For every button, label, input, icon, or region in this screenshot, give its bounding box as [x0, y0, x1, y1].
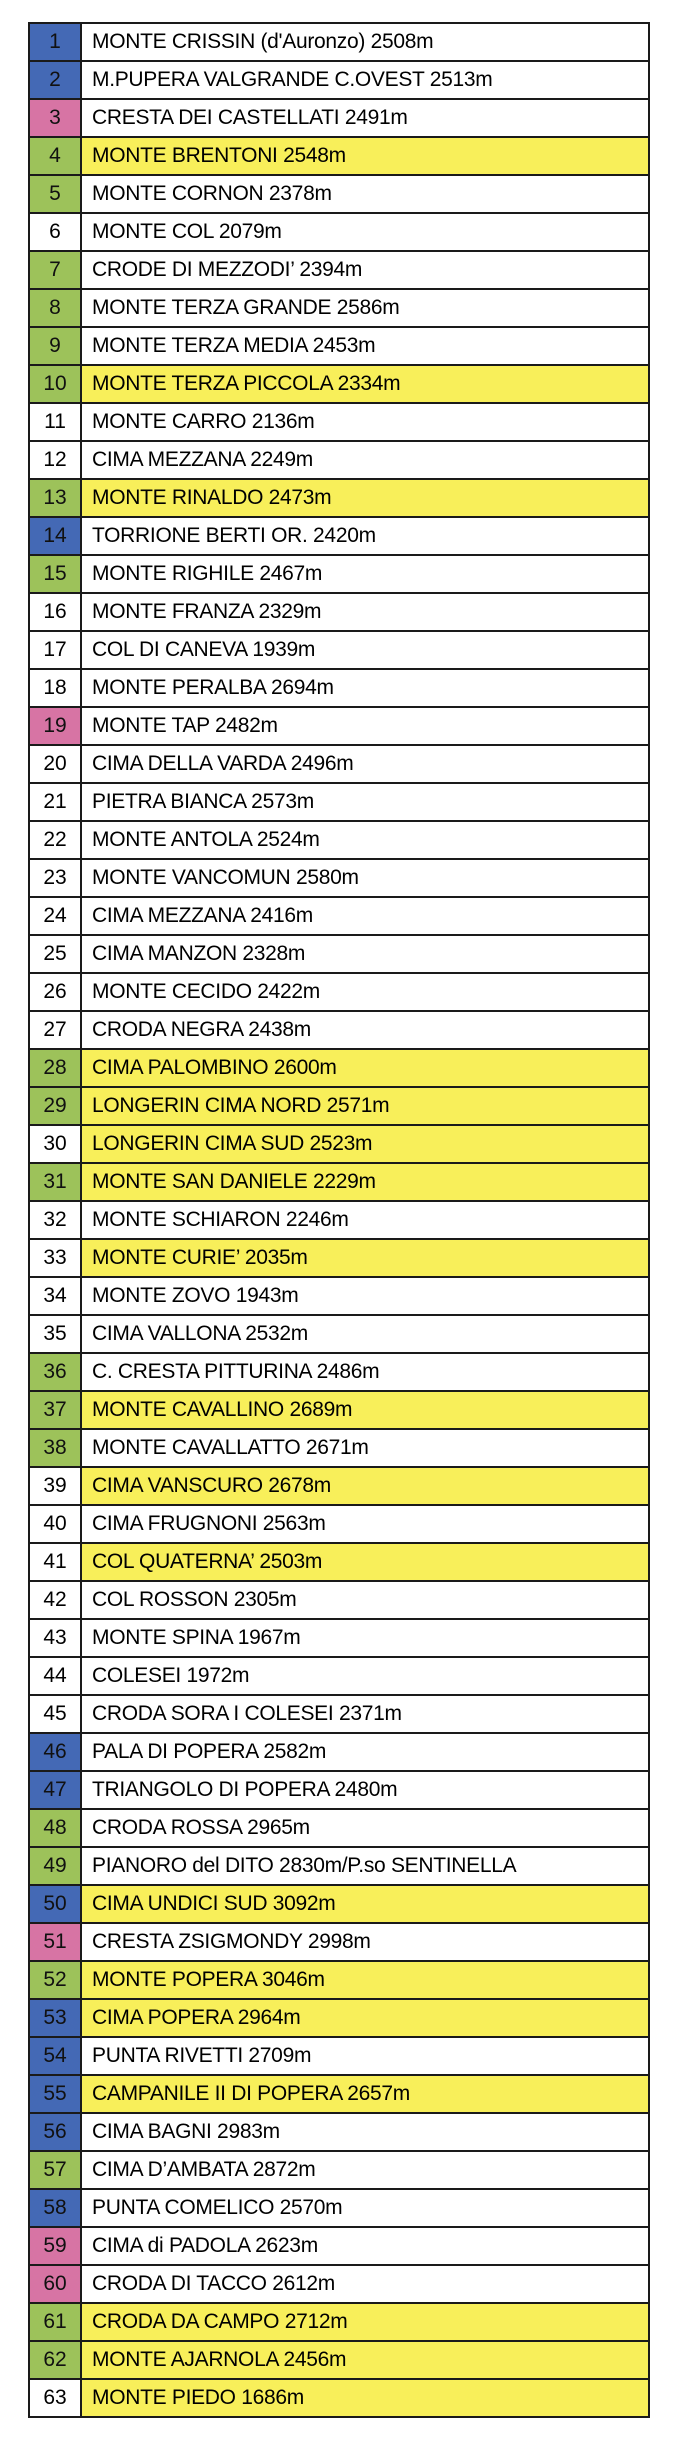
peak-name-cell: CIMA MANZON 2328m — [81, 935, 649, 973]
table-row — [29, 441, 649, 479]
table-row — [29, 1999, 649, 2037]
peaks-table-body — [29, 23, 649, 2417]
table-row — [29, 1733, 649, 1771]
table-row — [29, 1011, 649, 1049]
peak-name-cell: COL QUATERNA’ 2503m — [81, 1543, 649, 1581]
peak-name-cell: MONTE CAVALLINO 2689m — [81, 1391, 649, 1429]
table-row — [29, 1657, 649, 1695]
peak-name-cell: MONTE PIEDO 1686m — [81, 2379, 649, 2417]
peak-name-cell: CIMA VALLONA 2532m — [81, 1315, 649, 1353]
row-number-cell: 6 — [29, 213, 81, 251]
table-row — [29, 1961, 649, 1999]
peak-name-cell: MONTE TERZA GRANDE 2586m — [81, 289, 649, 327]
peak-name-cell: MONTE ZOVO 1943m — [81, 1277, 649, 1315]
row-number-cell: 48 — [29, 1809, 81, 1847]
row-number-cell: 8 — [29, 289, 81, 327]
table-row — [29, 479, 649, 517]
peak-name-cell: CAMPANILE II DI POPERA 2657m — [81, 2075, 649, 2113]
row-number-cell: 35 — [29, 1315, 81, 1353]
row-number-cell: 57 — [29, 2151, 81, 2189]
table-row — [29, 1467, 649, 1505]
peak-name-cell: MONTE CARRO 2136m — [81, 403, 649, 441]
peak-name-cell: MONTE RINALDO 2473m — [81, 479, 649, 517]
peak-name-cell: CIMA PALOMBINO 2600m — [81, 1049, 649, 1087]
table-row — [29, 2037, 649, 2075]
peak-name-cell: TORRIONE BERTI OR. 2420m — [81, 517, 649, 555]
row-number-cell: 53 — [29, 1999, 81, 2037]
row-number-cell: 62 — [29, 2341, 81, 2379]
row-number-cell: 12 — [29, 441, 81, 479]
peak-name-cell: PIANORO del DITO 2830m/P.so SENTINELLA — [81, 1847, 649, 1885]
row-number-cell: 25 — [29, 935, 81, 973]
table-row — [29, 1581, 649, 1619]
peak-name-cell: C. CRESTA PITTURINA 2486m — [81, 1353, 649, 1391]
table-row — [29, 1619, 649, 1657]
row-number-cell: 41 — [29, 1543, 81, 1581]
row-number-cell: 1 — [29, 23, 81, 61]
peak-name-cell: MONTE RIGHILE 2467m — [81, 555, 649, 593]
peak-name-cell: CIMA D’AMBATA 2872m — [81, 2151, 649, 2189]
table-row — [29, 935, 649, 973]
table-row — [29, 175, 649, 213]
row-number-cell: 31 — [29, 1163, 81, 1201]
peak-name-cell: M.PUPERA VALGRANDE C.OVEST 2513m — [81, 61, 649, 99]
row-number-cell: 59 — [29, 2227, 81, 2265]
row-number-cell: 20 — [29, 745, 81, 783]
table-row — [29, 783, 649, 821]
table-row — [29, 2379, 649, 2417]
table-row — [29, 99, 649, 137]
peak-name-cell: CIMA POPERA 2964m — [81, 1999, 649, 2037]
table-row — [29, 23, 649, 61]
peak-name-cell: CRODA DA CAMPO 2712m — [81, 2303, 649, 2341]
table-row — [29, 327, 649, 365]
row-number-cell: 19 — [29, 707, 81, 745]
row-number-cell: 24 — [29, 897, 81, 935]
table-row — [29, 821, 649, 859]
row-number-cell: 5 — [29, 175, 81, 213]
table-row — [29, 1923, 649, 1961]
row-number-cell: 46 — [29, 1733, 81, 1771]
table-row — [29, 1163, 649, 1201]
peak-name-cell: MONTE TERZA PICCOLA 2334m — [81, 365, 649, 403]
table-row — [29, 2075, 649, 2113]
row-number-cell: 61 — [29, 2303, 81, 2341]
table-row — [29, 707, 649, 745]
table-row — [29, 859, 649, 897]
peak-name-cell: CIMA UNDICI SUD 3092m — [81, 1885, 649, 1923]
table-row — [29, 403, 649, 441]
row-number-cell: 37 — [29, 1391, 81, 1429]
table-row — [29, 137, 649, 175]
peak-name-cell: COL DI CANEVA 1939m — [81, 631, 649, 669]
table-row — [29, 745, 649, 783]
table-row — [29, 1087, 649, 1125]
peak-name-cell: PALA DI POPERA 2582m — [81, 1733, 649, 1771]
row-number-cell: 9 — [29, 327, 81, 365]
row-number-cell: 39 — [29, 1467, 81, 1505]
peak-name-cell: MONTE TAP 2482m — [81, 707, 649, 745]
table-row — [29, 1391, 649, 1429]
peak-name-cell: MONTE FRANZA 2329m — [81, 593, 649, 631]
table-row — [29, 61, 649, 99]
table-row — [29, 1809, 649, 1847]
row-number-cell: 7 — [29, 251, 81, 289]
row-number-cell: 13 — [29, 479, 81, 517]
row-number-cell: 4 — [29, 137, 81, 175]
peak-name-cell: CRODA ROSSA 2965m — [81, 1809, 649, 1847]
table-row — [29, 1505, 649, 1543]
peak-name-cell: MONTE CECIDO 2422m — [81, 973, 649, 1011]
peak-name-cell: CIMA FRUGNONI 2563m — [81, 1505, 649, 1543]
peak-name-cell: MONTE CORNON 2378m — [81, 175, 649, 213]
table-row — [29, 365, 649, 403]
table-row — [29, 289, 649, 327]
table-row — [29, 973, 649, 1011]
peak-name-cell: MONTE CAVALLATTO 2671m — [81, 1429, 649, 1467]
row-number-cell: 18 — [29, 669, 81, 707]
peak-name-cell: LONGERIN CIMA SUD 2523m — [81, 1125, 649, 1163]
table-row — [29, 1239, 649, 1277]
row-number-cell: 36 — [29, 1353, 81, 1391]
peak-name-cell: CIMA MEZZANA 2249m — [81, 441, 649, 479]
table-row — [29, 2341, 649, 2379]
table-row — [29, 1695, 649, 1733]
peaks-table — [28, 22, 650, 2418]
peak-name-cell: MONTE AJARNOLA 2456m — [81, 2341, 649, 2379]
peak-name-cell: CIMA VANSCURO 2678m — [81, 1467, 649, 1505]
peak-name-cell: MONTE ANTOLA 2524m — [81, 821, 649, 859]
peak-name-cell: CIMA DELLA VARDA 2496m — [81, 745, 649, 783]
row-number-cell: 30 — [29, 1125, 81, 1163]
row-number-cell: 10 — [29, 365, 81, 403]
table-row — [29, 2113, 649, 2151]
table-row — [29, 669, 649, 707]
row-number-cell: 54 — [29, 2037, 81, 2075]
row-number-cell: 26 — [29, 973, 81, 1011]
peak-name-cell: CRODA NEGRA 2438m — [81, 1011, 649, 1049]
row-number-cell: 47 — [29, 1771, 81, 1809]
row-number-cell: 29 — [29, 1087, 81, 1125]
peak-name-cell: PUNTA RIVETTI 2709m — [81, 2037, 649, 2075]
table-row — [29, 251, 649, 289]
table-row — [29, 517, 649, 555]
peak-name-cell: MONTE CRISSIN (d'Auronzo) 2508m — [81, 23, 649, 61]
row-number-cell: 22 — [29, 821, 81, 859]
row-number-cell: 45 — [29, 1695, 81, 1733]
row-number-cell: 52 — [29, 1961, 81, 1999]
table-row — [29, 2265, 649, 2303]
row-number-cell: 2 — [29, 61, 81, 99]
table-row — [29, 1277, 649, 1315]
row-number-cell: 55 — [29, 2075, 81, 2113]
row-number-cell: 33 — [29, 1239, 81, 1277]
peak-name-cell: MONTE BRENTONI 2548m — [81, 137, 649, 175]
table-row — [29, 1429, 649, 1467]
table-row — [29, 1201, 649, 1239]
table-row — [29, 1125, 649, 1163]
row-number-cell: 23 — [29, 859, 81, 897]
row-number-cell: 58 — [29, 2189, 81, 2227]
peak-name-cell: CRODA SORA I COLESEI 2371m — [81, 1695, 649, 1733]
peak-name-cell: COL ROSSON 2305m — [81, 1581, 649, 1619]
row-number-cell: 14 — [29, 517, 81, 555]
table-row — [29, 2189, 649, 2227]
row-number-cell: 15 — [29, 555, 81, 593]
peak-name-cell: COLESEI 1972m — [81, 1657, 649, 1695]
table-row — [29, 2227, 649, 2265]
row-number-cell: 60 — [29, 2265, 81, 2303]
row-number-cell: 16 — [29, 593, 81, 631]
peak-name-cell: CRESTA ZSIGMONDY 2998m — [81, 1923, 649, 1961]
table-row — [29, 2151, 649, 2189]
peak-name-cell: CRODA DI TACCO 2612m — [81, 2265, 649, 2303]
row-number-cell: 17 — [29, 631, 81, 669]
table-row — [29, 631, 649, 669]
peak-name-cell: CIMA MEZZANA 2416m — [81, 897, 649, 935]
table-row — [29, 1847, 649, 1885]
table-row — [29, 897, 649, 935]
peak-name-cell: MONTE VANCOMUN 2580m — [81, 859, 649, 897]
row-number-cell: 38 — [29, 1429, 81, 1467]
peak-name-cell: MONTE COL 2079m — [81, 213, 649, 251]
peak-name-cell: MONTE POPERA 3046m — [81, 1961, 649, 1999]
row-number-cell: 11 — [29, 403, 81, 441]
row-number-cell: 3 — [29, 99, 81, 137]
row-number-cell: 44 — [29, 1657, 81, 1695]
peak-name-cell: CIMA BAGNI 2983m — [81, 2113, 649, 2151]
peak-name-cell: MONTE SPINA 1967m — [81, 1619, 649, 1657]
row-number-cell: 56 — [29, 2113, 81, 2151]
peak-name-cell: TRIANGOLO DI POPERA 2480m — [81, 1771, 649, 1809]
peak-name-cell: CIMA di PADOLA 2623m — [81, 2227, 649, 2265]
row-number-cell: 27 — [29, 1011, 81, 1049]
table-row — [29, 555, 649, 593]
peak-name-cell: MONTE SAN DANIELE 2229m — [81, 1163, 649, 1201]
row-number-cell: 21 — [29, 783, 81, 821]
peak-name-cell: CRESTA DEI CASTELLATI 2491m — [81, 99, 649, 137]
row-number-cell: 51 — [29, 1923, 81, 1961]
peak-name-cell: MONTE TERZA MEDIA 2453m — [81, 327, 649, 365]
peak-name-cell: MONTE PERALBA 2694m — [81, 669, 649, 707]
row-number-cell: 43 — [29, 1619, 81, 1657]
table-row — [29, 1315, 649, 1353]
table-row — [29, 1353, 649, 1391]
row-number-cell: 34 — [29, 1277, 81, 1315]
row-number-cell: 50 — [29, 1885, 81, 1923]
peak-name-cell: MONTE SCHIARON 2246m — [81, 1201, 649, 1239]
table-row — [29, 1049, 649, 1087]
row-number-cell: 49 — [29, 1847, 81, 1885]
table-row — [29, 593, 649, 631]
peak-name-cell: PIETRA BIANCA 2573m — [81, 783, 649, 821]
row-number-cell: 63 — [29, 2379, 81, 2417]
table-row — [29, 1543, 649, 1581]
table-row — [29, 1885, 649, 1923]
row-number-cell: 28 — [29, 1049, 81, 1087]
row-number-cell: 32 — [29, 1201, 81, 1239]
table-row — [29, 1771, 649, 1809]
table-row — [29, 213, 649, 251]
peak-name-cell: MONTE CURIE’ 2035m — [81, 1239, 649, 1277]
row-number-cell: 40 — [29, 1505, 81, 1543]
peak-name-cell: PUNTA COMELICO 2570m — [81, 2189, 649, 2227]
peak-name-cell: LONGERIN CIMA NORD 2571m — [81, 1087, 649, 1125]
table-row — [29, 2303, 649, 2341]
peak-name-cell: CRODE DI MEZZODI’ 2394m — [81, 251, 649, 289]
row-number-cell: 42 — [29, 1581, 81, 1619]
